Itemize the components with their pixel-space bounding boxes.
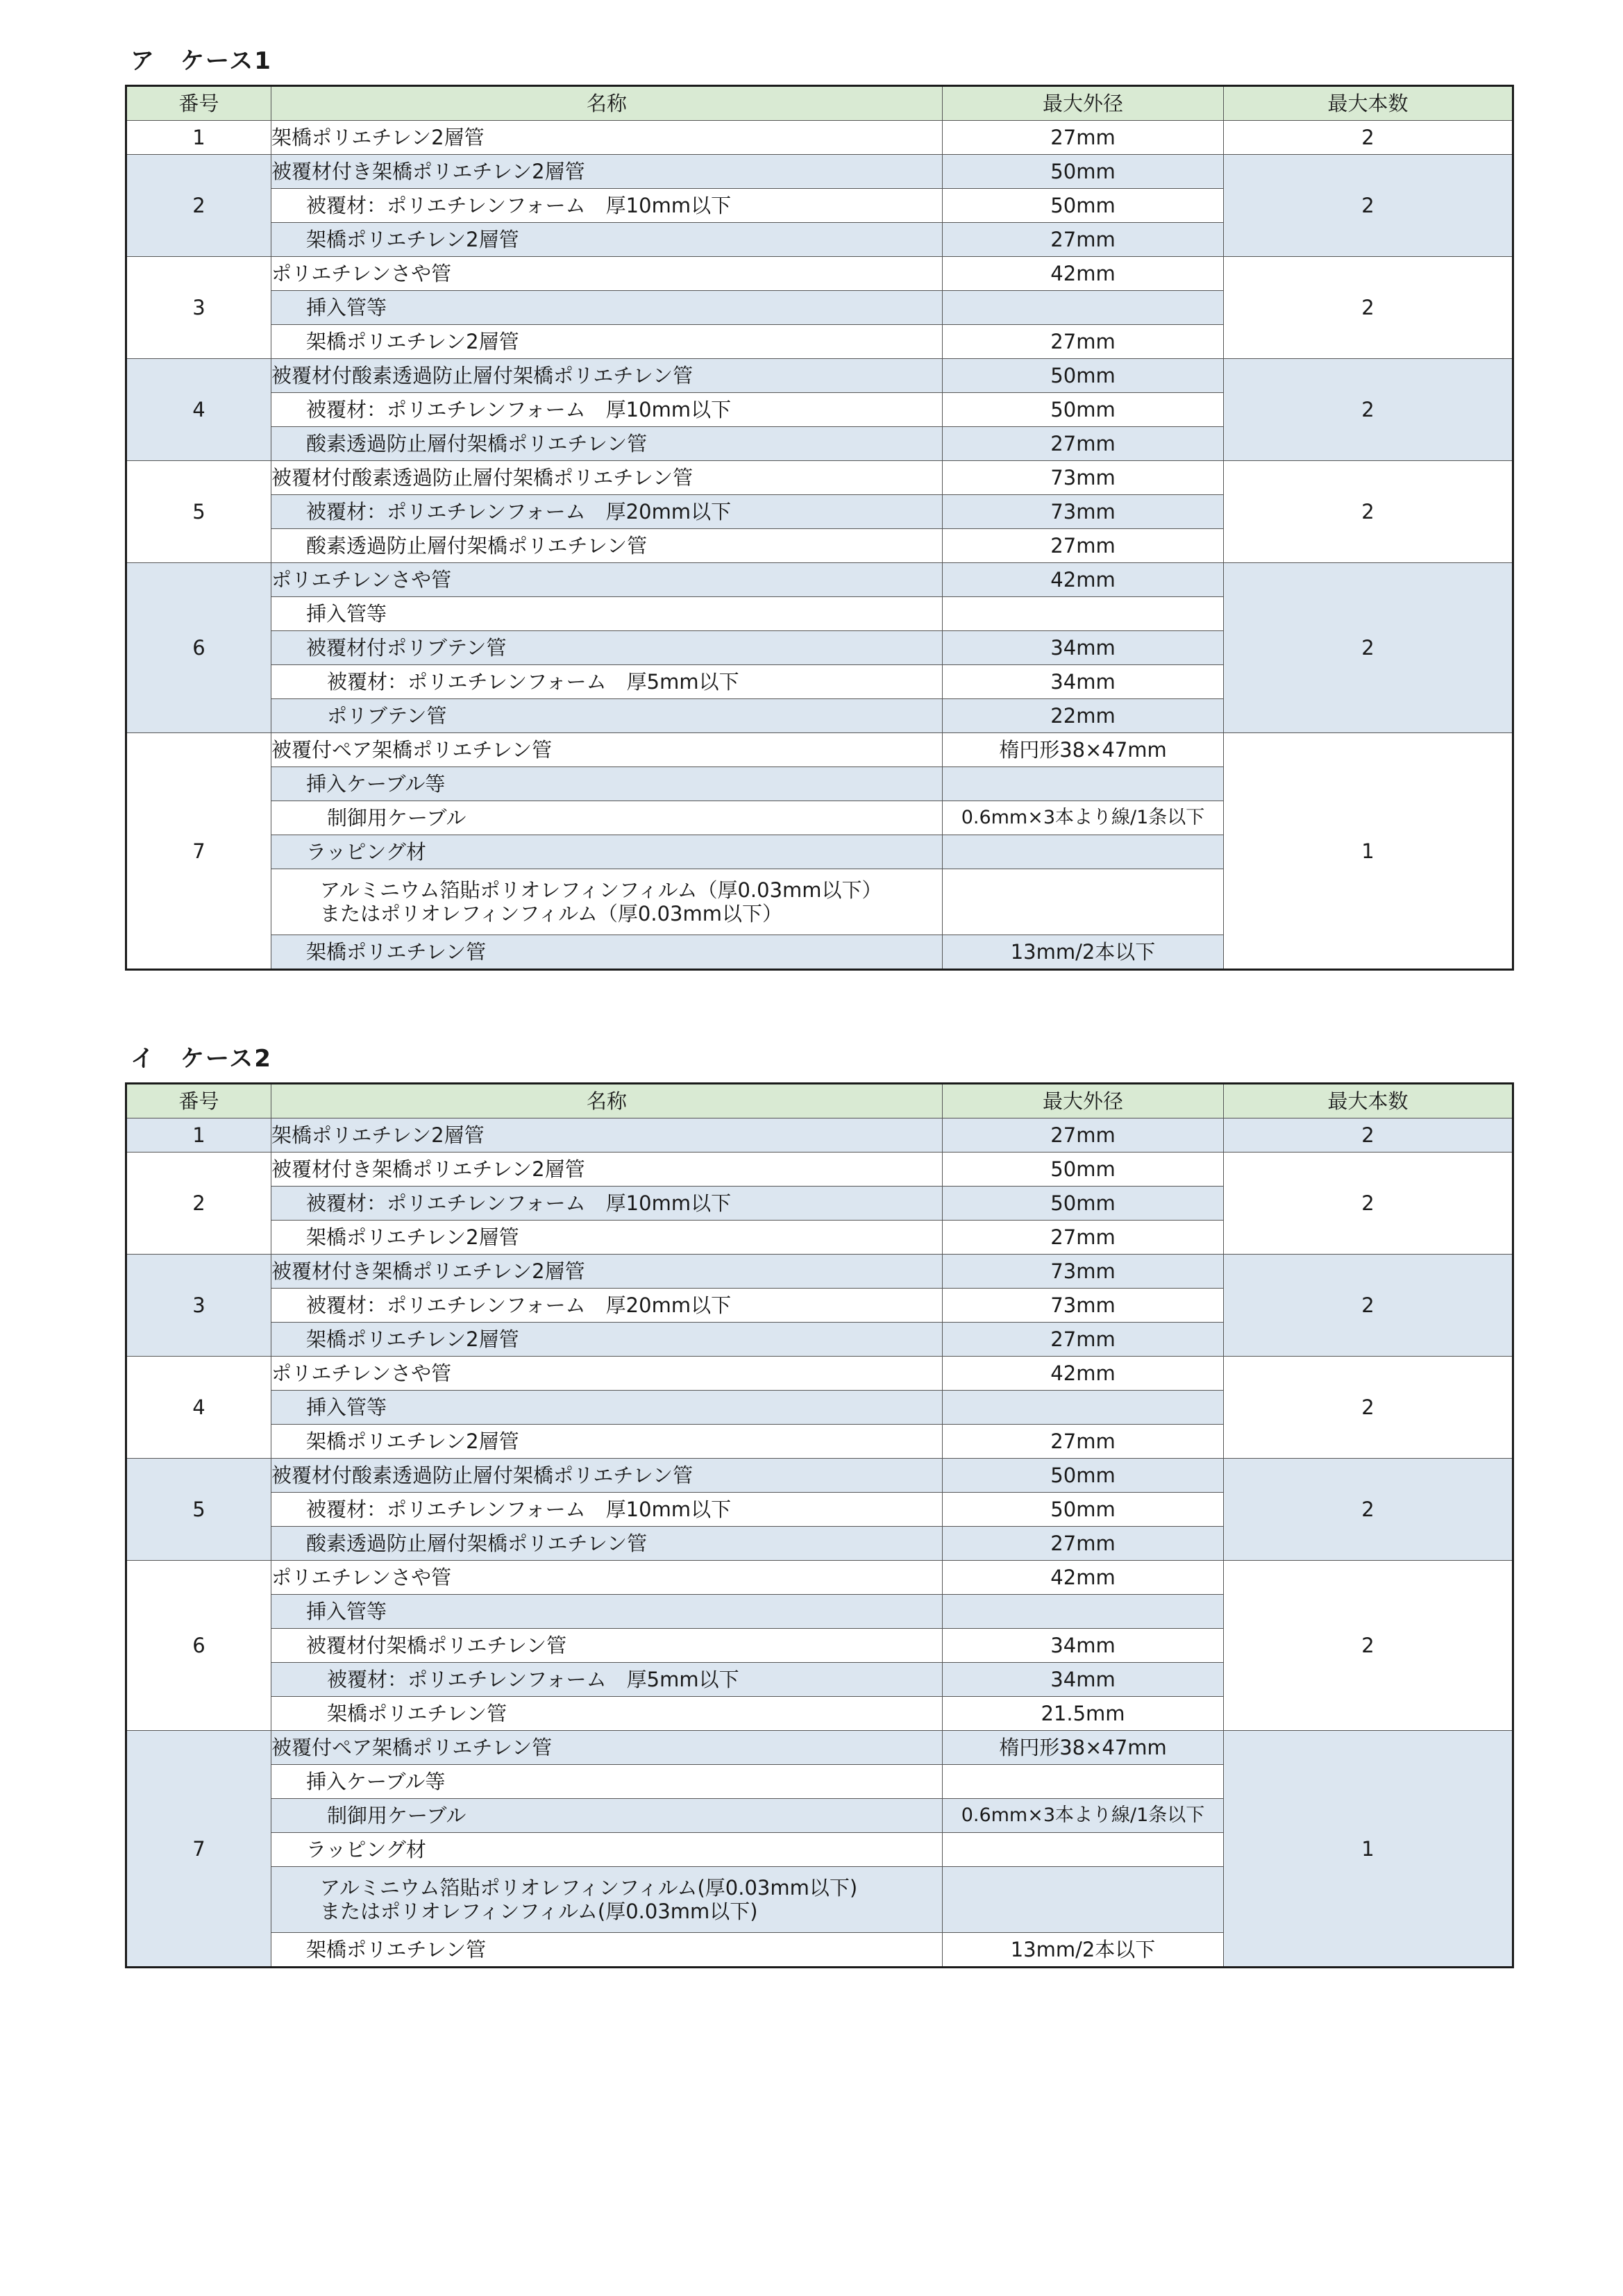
- header-row: [126, 1084, 1513, 1118]
- item-name: 被覆材付き架橋ポリエチレン2層管: [271, 1153, 943, 1187]
- max-count: 2: [1224, 1357, 1513, 1459]
- outer-diameter: 13mm/2本以下: [943, 1933, 1224, 1968]
- row-number: 7: [126, 733, 271, 970]
- max-count: 2: [1224, 257, 1513, 359]
- outer-diameter: 42mm: [943, 1561, 1224, 1595]
- max-count: 2: [1224, 461, 1513, 563]
- table-row: [126, 1153, 1513, 1187]
- outer-diameter: [943, 1833, 1224, 1867]
- max-count: 2: [1224, 1459, 1513, 1561]
- outer-diameter: [943, 835, 1224, 869]
- item-name: 挿入管等: [271, 1595, 943, 1629]
- outer-diameter: 50mm: [943, 155, 1224, 189]
- outer-diameter: 73mm: [943, 1255, 1224, 1289]
- item-name: 架橋ポリエチレン管: [271, 935, 943, 970]
- item-name: 被覆材：ポリエチレンフォーム 厚10mm以下: [271, 189, 943, 223]
- header-name: 名称: [271, 1084, 943, 1118]
- row-number: 6: [126, 1561, 271, 1731]
- item-name: 被覆材：ポリエチレンフォーム 厚10mm以下: [271, 393, 943, 427]
- table-row: [126, 563, 1513, 597]
- item-name: 架橋ポリエチレン2層管: [271, 121, 943, 155]
- item-name: 酸素透過防止層付架橋ポリエチレン管: [271, 529, 943, 563]
- row-number: 5: [126, 461, 271, 563]
- item-name: 架橋ポリエチレン管: [271, 1697, 943, 1731]
- item-name: 被覆材付ポリブテン管: [271, 631, 943, 665]
- row-number: 1: [126, 121, 271, 155]
- max-count: 2: [1224, 359, 1513, 461]
- table-row: [126, 359, 1513, 393]
- outer-diameter: 42mm: [943, 563, 1224, 597]
- outer-diameter: [943, 1595, 1224, 1629]
- row-number: 7: [126, 1731, 271, 1968]
- outer-diameter: 73mm: [943, 461, 1224, 495]
- outer-diameter: 21.5mm: [943, 1697, 1224, 1731]
- row-number: 4: [126, 1357, 271, 1459]
- header-max-count: 最大本数: [1224, 1084, 1513, 1118]
- item-name: 制御用ケーブル: [271, 1799, 943, 1833]
- header-no: 番号: [126, 86, 271, 121]
- item-name: ポリエチレンさや管: [271, 563, 943, 597]
- outer-diameter: 27mm: [943, 1221, 1224, 1255]
- max-count: 2: [1224, 563, 1513, 733]
- table-row: [126, 1561, 1513, 1595]
- header-name: 名称: [271, 86, 943, 121]
- max-count: 2: [1224, 121, 1513, 155]
- item-name: 挿入管等: [271, 291, 943, 325]
- case1-title: ア ケース1: [131, 47, 272, 75]
- case2-title: イ ケース2: [131, 1045, 272, 1073]
- item-name: 架橋ポリエチレン2層管: [271, 1118, 943, 1153]
- max-count: 2: [1224, 1255, 1513, 1357]
- max-count: 2: [1224, 1118, 1513, 1153]
- item-name: 被覆材付酸素透過防止層付架橋ポリエチレン管: [271, 359, 943, 393]
- item-name: 被覆材付き架橋ポリエチレン2層管: [271, 1255, 943, 1289]
- outer-diameter: 27mm: [943, 223, 1224, 257]
- header-row: [126, 86, 1513, 121]
- outer-diameter: 50mm: [943, 1493, 1224, 1527]
- item-name: ポリエチレンさや管: [271, 1561, 943, 1595]
- case1-body: [126, 121, 1513, 970]
- item-name: 架橋ポリエチレン2層管: [271, 223, 943, 257]
- item-name: ポリブテン管: [271, 699, 943, 733]
- header-no: 番号: [126, 1084, 271, 1118]
- header-max-count: 最大本数: [1224, 86, 1513, 121]
- case2-body: [126, 1118, 1513, 1968]
- outer-diameter: 27mm: [943, 427, 1224, 461]
- item-name: 被覆材：ポリエチレンフォーム 厚10mm以下: [271, 1187, 943, 1221]
- item-name: 挿入ケーブル等: [271, 767, 943, 801]
- max-count: 1: [1224, 1731, 1513, 1968]
- max-count: 2: [1224, 155, 1513, 257]
- item-name: 制御用ケーブル: [271, 801, 943, 835]
- item-name: ポリエチレンさや管: [271, 1357, 943, 1391]
- outer-diameter: 27mm: [943, 1527, 1224, 1561]
- row-number: 1: [126, 1118, 271, 1153]
- outer-diameter: 50mm: [943, 1187, 1224, 1221]
- outer-diameter: 73mm: [943, 1289, 1224, 1323]
- outer-diameter: [943, 1765, 1224, 1799]
- max-count: 1: [1224, 733, 1513, 970]
- item-name: 被覆材付き架橋ポリエチレン2層管: [271, 155, 943, 189]
- outer-diameter: [943, 1391, 1224, 1425]
- outer-diameter: 27mm: [943, 1118, 1224, 1153]
- max-count: 2: [1224, 1561, 1513, 1731]
- header-outer-diameter: 最大外径: [943, 1084, 1224, 1118]
- outer-diameter: 楕円形38×47mm: [943, 733, 1224, 767]
- item-name: アルミニウム箔貼ポリオレフィンフィルム（厚0.03mm以下） またはポリオレフィンフィルム（厚0.03mm以下）: [271, 869, 943, 935]
- item-name: 酸素透過防止層付架橋ポリエチレン管: [271, 1527, 943, 1561]
- item-name: 被覆材：ポリエチレンフォーム 厚5mm以下: [271, 665, 943, 699]
- outer-diameter: 27mm: [943, 325, 1224, 359]
- table-row: [126, 1459, 1513, 1493]
- item-name: 挿入ケーブル等: [271, 1765, 943, 1799]
- item-name: ラッピング材: [271, 1833, 943, 1867]
- outer-diameter: 50mm: [943, 1153, 1224, 1187]
- outer-diameter: 50mm: [943, 1459, 1224, 1493]
- case1-table: [125, 85, 1514, 971]
- table-row: [126, 1255, 1513, 1289]
- outer-diameter: [943, 767, 1224, 801]
- outer-diameter: 27mm: [943, 529, 1224, 563]
- table-row: [126, 733, 1513, 767]
- item-name: 被覆材：ポリエチレンフォーム 厚10mm以下: [271, 1493, 943, 1527]
- outer-diameter: [943, 869, 1224, 935]
- item-name: ラッピング材: [271, 835, 943, 869]
- table-row: [126, 1357, 1513, 1391]
- table-row: [126, 257, 1513, 291]
- outer-diameter: 27mm: [943, 1425, 1224, 1459]
- item-name: 被覆付ペア架橋ポリエチレン管: [271, 733, 943, 767]
- table-row: [126, 1118, 1513, 1153]
- item-name: 架橋ポリエチレン2層管: [271, 1323, 943, 1357]
- outer-diameter: 34mm: [943, 631, 1224, 665]
- table-row: [126, 461, 1513, 495]
- row-number: 3: [126, 257, 271, 359]
- item-name: 架橋ポリエチレン2層管: [271, 1425, 943, 1459]
- max-count: 2: [1224, 1153, 1513, 1255]
- case2-table: [125, 1082, 1514, 1968]
- item-name: 挿入管等: [271, 597, 943, 631]
- outer-diameter: [943, 291, 1224, 325]
- table-row: [126, 1731, 1513, 1765]
- row-number: 6: [126, 563, 271, 733]
- outer-diameter: 34mm: [943, 665, 1224, 699]
- item-name: 被覆材付酸素透過防止層付架橋ポリエチレン管: [271, 461, 943, 495]
- header-outer-diameter: 最大外径: [943, 86, 1224, 121]
- outer-diameter: 50mm: [943, 359, 1224, 393]
- outer-diameter: 27mm: [943, 121, 1224, 155]
- item-name: 架橋ポリエチレン管: [271, 1933, 943, 1968]
- item-name: 被覆材付架橋ポリエチレン管: [271, 1629, 943, 1663]
- item-name: 被覆材：ポリエチレンフォーム 厚20mm以下: [271, 495, 943, 529]
- outer-diameter: 34mm: [943, 1663, 1224, 1697]
- outer-diameter: [943, 597, 1224, 631]
- item-name: 酸素透過防止層付架橋ポリエチレン管: [271, 427, 943, 461]
- outer-diameter: 楕円形38×47mm: [943, 1731, 1224, 1765]
- outer-diameter: 0.6mm×3本より線/1条以下: [943, 801, 1224, 835]
- item-name: 挿入管等: [271, 1391, 943, 1425]
- table-row: [126, 121, 1513, 155]
- row-number: 5: [126, 1459, 271, 1561]
- item-name: 架橋ポリエチレン2層管: [271, 1221, 943, 1255]
- row-number: 2: [126, 155, 271, 257]
- item-name: 架橋ポリエチレン2層管: [271, 325, 943, 359]
- item-name: 被覆材：ポリエチレンフォーム 厚20mm以下: [271, 1289, 943, 1323]
- row-number: 4: [126, 359, 271, 461]
- table-row: [126, 155, 1513, 189]
- outer-diameter: 50mm: [943, 189, 1224, 223]
- outer-diameter: 27mm: [943, 1323, 1224, 1357]
- item-name: アルミニウム箔貼ポリオレフィンフィルム(厚0.03mm以下) またはポリオレフィンフィルム(厚0.03mm以下): [271, 1867, 943, 1933]
- item-name: ポリエチレンさや管: [271, 257, 943, 291]
- item-name: 被覆付ペア架橋ポリエチレン管: [271, 1731, 943, 1765]
- outer-diameter: 34mm: [943, 1629, 1224, 1663]
- outer-diameter: 42mm: [943, 1357, 1224, 1391]
- outer-diameter: 22mm: [943, 699, 1224, 733]
- outer-diameter: [943, 1867, 1224, 1933]
- item-name: 被覆材：ポリエチレンフォーム 厚5mm以下: [271, 1663, 943, 1697]
- outer-diameter: 50mm: [943, 393, 1224, 427]
- row-number: 2: [126, 1153, 271, 1255]
- outer-diameter: 0.6mm×3本より線/1条以下: [943, 1799, 1224, 1833]
- outer-diameter: 73mm: [943, 495, 1224, 529]
- row-number: 3: [126, 1255, 271, 1357]
- outer-diameter: 13mm/2本以下: [943, 935, 1224, 970]
- outer-diameter: 42mm: [943, 257, 1224, 291]
- item-name: 被覆材付酸素透過防止層付架橋ポリエチレン管: [271, 1459, 943, 1493]
